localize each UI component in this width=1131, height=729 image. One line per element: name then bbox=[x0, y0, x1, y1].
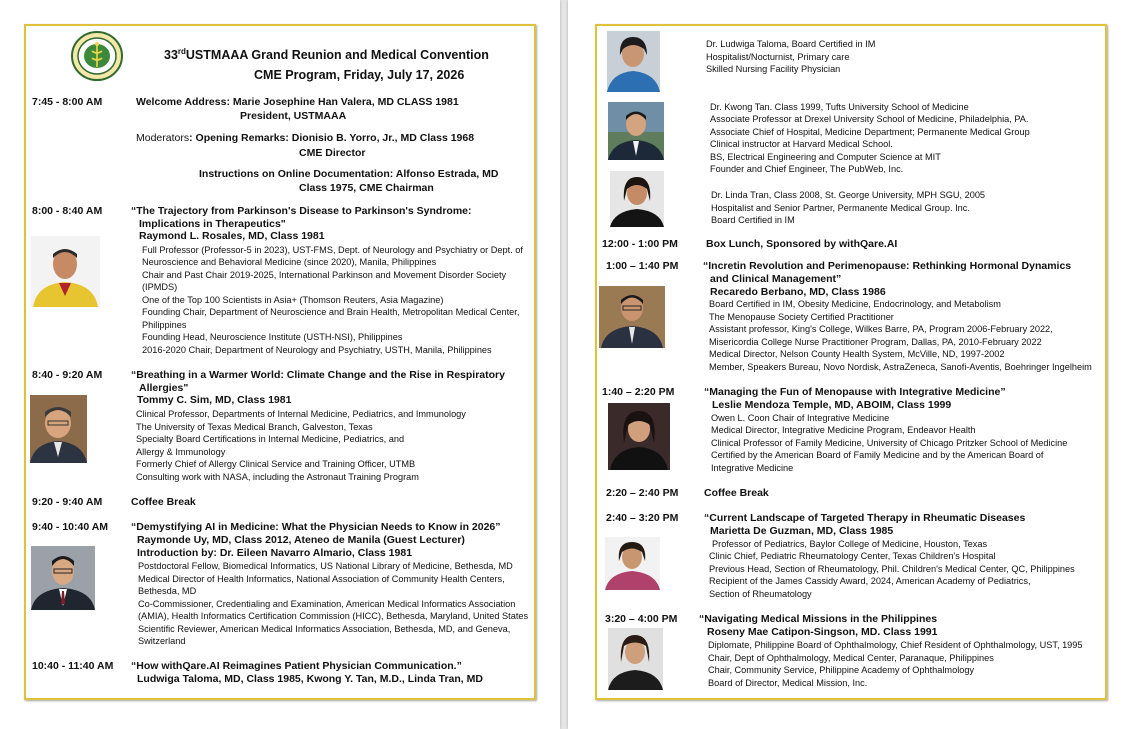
bio-line: Clinical instructor at Harvard Medical School. bbox=[710, 139, 893, 149]
bio-line: Clinical Professor of Family Medicine, University of Chicago Pritzker School of Medicine bbox=[711, 438, 1068, 448]
bio-line: Founder and Chief Engineer, The PubWeb, Inc. bbox=[710, 164, 904, 174]
bio-line: The University of Texas Medical Branch, Galveston, Texas bbox=[136, 422, 373, 432]
bio-line: Skilled Nursing Facility Physician bbox=[706, 64, 841, 74]
bio-line: Hospitalist and Senior Partner, Permanente Medical Group. Inc. bbox=[711, 203, 970, 213]
session-4-speaker: Ludwiga Taloma, MD, Class 1985, Kwong Y. Tan, M.D., Linda Tran, MD bbox=[137, 673, 483, 685]
session-1-title-cont: Implications in Therapeutics" bbox=[139, 218, 286, 230]
program-page-left bbox=[0, 0, 560, 729]
bio-line: Founding Chair, Department of Neuroscience and Brain Health, Metropolitan Medical Center, bbox=[142, 307, 520, 317]
bio-line: Dr. Kwong Tan. Class 1999, Tufts University School of Medicine bbox=[710, 102, 969, 112]
speaker-photo-berbano bbox=[599, 286, 665, 348]
lunch-label: Box Lunch, Sponsored by withQare.AI bbox=[706, 238, 898, 250]
bio-line: Consulting work with NASA, including the Astronaut Training Program bbox=[136, 472, 419, 482]
speaker-photo-singson bbox=[608, 628, 663, 690]
session-7-time: 2:40 – 3:20 PM bbox=[606, 512, 679, 524]
bio-line: Associate Chief of Hospital, Medicine Department; Permanente Medical Group bbox=[710, 127, 1030, 137]
speaker-photo-temple bbox=[608, 403, 670, 470]
bio-line: Full Professor (Professor-5 in 2023), UST-FMS, Dept. of Neurology and Psychiatry or Dept. of bbox=[142, 245, 523, 255]
session-2-time: 8:40 - 9:20 AM bbox=[32, 369, 103, 381]
session-6-time: 1:40 – 2:20 PM bbox=[602, 386, 675, 398]
session-8-speaker: Roseny Mae Catipon-Singson, MD. Class 1991 bbox=[707, 626, 938, 638]
session-6-speaker: Leslie Mendoza Temple, MD, ABOIM, Class 1999 bbox=[712, 399, 952, 411]
bio-line: Formerly Chief of Allergy Clinical Service and Training Officer, UTMB bbox=[136, 459, 416, 469]
speaker-photo-rosales bbox=[31, 236, 100, 307]
ustmaaa-seal-icon bbox=[71, 31, 123, 81]
bio-line: Specialty Board Certifications in Internal Medicine, Pediatrics, and bbox=[136, 434, 405, 444]
instructions-role: Class 1975, CME Chairman bbox=[299, 182, 434, 194]
bio-line: Assistant professor, King's College, Wilkes Barre, PA, Program 2006-February 2022, bbox=[709, 324, 1053, 334]
session-3-intro: Introduction by: Dr. Eileen Navarro Almario, Class 1981 bbox=[137, 547, 413, 559]
welcome-address: Welcome Address: Marie Josephine Han Valera, MD CLASS 1981 bbox=[136, 96, 459, 108]
bio-line: Misericordia College Nurse Practitioner Program, Dallas, PA, 2010-February 2022 bbox=[709, 337, 1042, 347]
bio-line: Neuroscience and Behavioral Medicine (since 2020), Manila, Philippines bbox=[142, 257, 437, 267]
bio-line: Board Certified in IM, Obesity Medicine, Endocrinology, and Metabolism bbox=[709, 299, 1001, 309]
bio-line: Chair, Community Service, Philippine Academy of Ophthalmology bbox=[708, 665, 975, 675]
break-1-label: Coffee Break bbox=[131, 496, 196, 508]
bio-line: Postdoctoral Fellow, Biomedical Informatics, US National Library of Medicine, Bethesda, MD bbox=[138, 561, 513, 571]
moderators-role: CME Director bbox=[299, 147, 366, 159]
session-1-time: 8:00 - 8:40 AM bbox=[32, 205, 103, 217]
session-5-time: 1:00 – 1:40 PM bbox=[606, 260, 679, 272]
bio-line: Chair and Past Chair 2019-2025, International Parkinson and Movement Disorder Society bbox=[142, 270, 507, 280]
bio-line: Hospitalist/Nocturnist, Primary care bbox=[706, 52, 850, 62]
bio-line: 2016-2020 Chair, Department of Neurology and Psychiatry, USTH, Manila, Philippines bbox=[142, 345, 492, 355]
lunch-time: 12:00 - 1:00 PM bbox=[602, 238, 678, 250]
bio-line: Dr. Linda Tran, Class 2008, St. George University, MPH SGU, 2005 bbox=[711, 190, 986, 200]
break-1-time: 9:20 - 9:40 AM bbox=[32, 496, 103, 508]
bio-line: Clinic Chief, Pediatric Rheumatology Center, Texas Children's Hospital bbox=[709, 551, 996, 561]
bio-line: Medical Director of Health Informatics, National Association of Community Health Centers, bbox=[138, 574, 505, 584]
moderators-line: Moderators: Opening Remarks: Dionisio B. Yorro, Jr., MD Class 1968 bbox=[136, 132, 475, 144]
instructions-line: Instructions on Online Documentation: Alfonso Estrada, MD bbox=[199, 168, 499, 180]
bio-line: Medical Director, Integrative Medicine Program, Endeavor Health bbox=[711, 425, 976, 435]
bio-line: Allergy & Immunology bbox=[136, 447, 226, 457]
bio-line: Chair, Dept of Ophthalmology, Medical Center, Paranaque, Philippines bbox=[708, 653, 994, 663]
session-5-speaker: Recaredo Berbano, MD, Class 1986 bbox=[710, 286, 886, 298]
bio-line: Bethesda, MD bbox=[138, 586, 197, 596]
break-2-label: Coffee Break bbox=[704, 487, 769, 499]
bio-line: Founding Head, Neuroscience Institute (USTH-NSI), Philippines bbox=[142, 332, 403, 342]
speaker-photo-tran bbox=[610, 171, 664, 227]
bio-line: Diplomate, Philippine Board of Ophthalmology, Chief Resident of Ophthalmology, UST, 1995 bbox=[708, 640, 1083, 650]
session-7-title: “Current Landscape of Targeted Therapy in Rheumatic Diseases bbox=[704, 512, 1026, 524]
header-subtitle: CME Program, Friday, July 17, 2026 bbox=[254, 68, 465, 82]
session-3-time: 9:40 - 10:40 AM bbox=[32, 521, 109, 533]
speaker-photo-tan bbox=[608, 102, 664, 160]
session-8-time: 3:20 – 4:00 PM bbox=[605, 613, 678, 625]
session-2-speaker: Tommy C. Sim, MD, Class 1981 bbox=[137, 394, 292, 406]
speaker-photo-taloma bbox=[607, 31, 660, 92]
bio-line: One of the Top 100 Scientists in Asia+ (Thomson Reuters, Asia Magazine) bbox=[142, 295, 444, 305]
bio-line: Dr. Ludwiga Taloma, Board Certified in IM bbox=[706, 39, 876, 49]
session-8-title: “Navigating Medical Missions in the Philippines bbox=[699, 613, 938, 625]
session-2-title-cont: Allergies" bbox=[139, 382, 189, 394]
bio-line: Member, Speakers Bureau, Novo Nordisk, AstraZeneca, Sanofi-Aventis, Boehringer Ingelheim bbox=[709, 362, 1092, 372]
session-7-speaker: Marietta De Guzman, MD, Class 1985 bbox=[710, 525, 894, 537]
header-title: 33rdUSTMAAA Grand Reunion and Medical Convention bbox=[164, 47, 489, 63]
bio-line: Board of Director, Medical Mission, Inc. bbox=[708, 678, 868, 688]
welcome-time: 7:45 - 8:00 AM bbox=[32, 96, 103, 108]
session-2-title: “Breathing in a Warmer World: Climate Change and the Rise in Respiratory bbox=[131, 369, 505, 381]
bio-line: Medical Director, Nelson County Health System, McVille, ND, 1997-2002 bbox=[709, 349, 1005, 359]
speaker-photo-uy bbox=[31, 546, 95, 610]
speaker-photo-deguzman bbox=[605, 537, 660, 590]
session-1-speaker: Raymond L. Rosales, MD, Class 1981 bbox=[139, 230, 325, 242]
speaker-photo-sim bbox=[30, 395, 87, 463]
bio-line: Owen L. Coon Chair of Integrative Medicine bbox=[711, 413, 890, 423]
bio-line: Certified by the American Board of Family Medicine and by the American Board of bbox=[711, 450, 1044, 460]
session-3-speaker: Raymonde Uy, MD, Class 2012, Ateneo de Manila (Guest Lecturer) bbox=[137, 534, 465, 546]
session-4-time: 10:40 - 11:40 AM bbox=[32, 660, 114, 672]
bio-line: Integrative Medicine bbox=[711, 463, 794, 473]
bio-line: Recipient of the James Cassidy Award, 2024, American Academy of Pediatrics, bbox=[709, 576, 1031, 586]
bio-line: (AMIA), Health Informatics Certification Commission (HICC), Bethesda, Maryland, United States bbox=[138, 611, 529, 621]
welcome-role: President, USTMAAA bbox=[240, 110, 347, 122]
break-2-time: 2:20 – 2:40 PM bbox=[606, 487, 679, 499]
bio-line: Board Certified in IM bbox=[711, 215, 795, 225]
session-1-title: “The Trajectory from Parkinson's Disease to Parkinson's Syndrome: bbox=[131, 205, 472, 217]
session-5-title: “Incretin Revolution and Perimenopause: Rethinking Hormonal Dynamics bbox=[703, 260, 1072, 272]
bio-line: Section of Rheumatology bbox=[709, 589, 812, 599]
bio-line: Previous Head, Section of Rheumatology, Phil. Children's Medical Center, QC, Philippines bbox=[709, 564, 1075, 574]
bio-line: Scientific Reviewer, American Medical Informatics Association, Bethesda, MD, and Geneva, bbox=[138, 624, 511, 634]
bio-line: Clinical Professor, Departments of Internal Medicine, Pediatrics, and Immunology bbox=[136, 409, 466, 419]
session-6-title: “Managing the Fun of Menopause with Integrative Medicine” bbox=[704, 386, 1006, 398]
bio-line: Switzerland bbox=[138, 636, 186, 646]
bio-line: Philippines bbox=[142, 320, 187, 330]
bio-line: Professor of Pediatrics, Baylor College of Medicine, Houston, Texas bbox=[712, 539, 988, 549]
bio-line: Co-Commissioner, Credentialing and Examination, American Medical Informatics Association bbox=[138, 599, 516, 609]
bio-line: The Menopause Society Certified Practitioner bbox=[709, 312, 894, 322]
session-4-title: “How withQare.AI Reimagines Patient Physician Communication.” bbox=[131, 660, 462, 672]
session-5-title-cont: and Clinical Management” bbox=[710, 273, 842, 285]
bio-line: (IPMDS) bbox=[142, 282, 178, 292]
bio-line: Associate Professor at Drexel University School of Medicine, Philadelphia, PA. bbox=[710, 114, 1029, 124]
program-page-right bbox=[568, 0, 1131, 729]
session-3-title: “Demystifying AI in Medicine: What the Physician Needs to Know in 2026” bbox=[131, 521, 501, 533]
bio-line: BS, Electrical Engineering and Computer Science at MIT bbox=[710, 152, 941, 162]
